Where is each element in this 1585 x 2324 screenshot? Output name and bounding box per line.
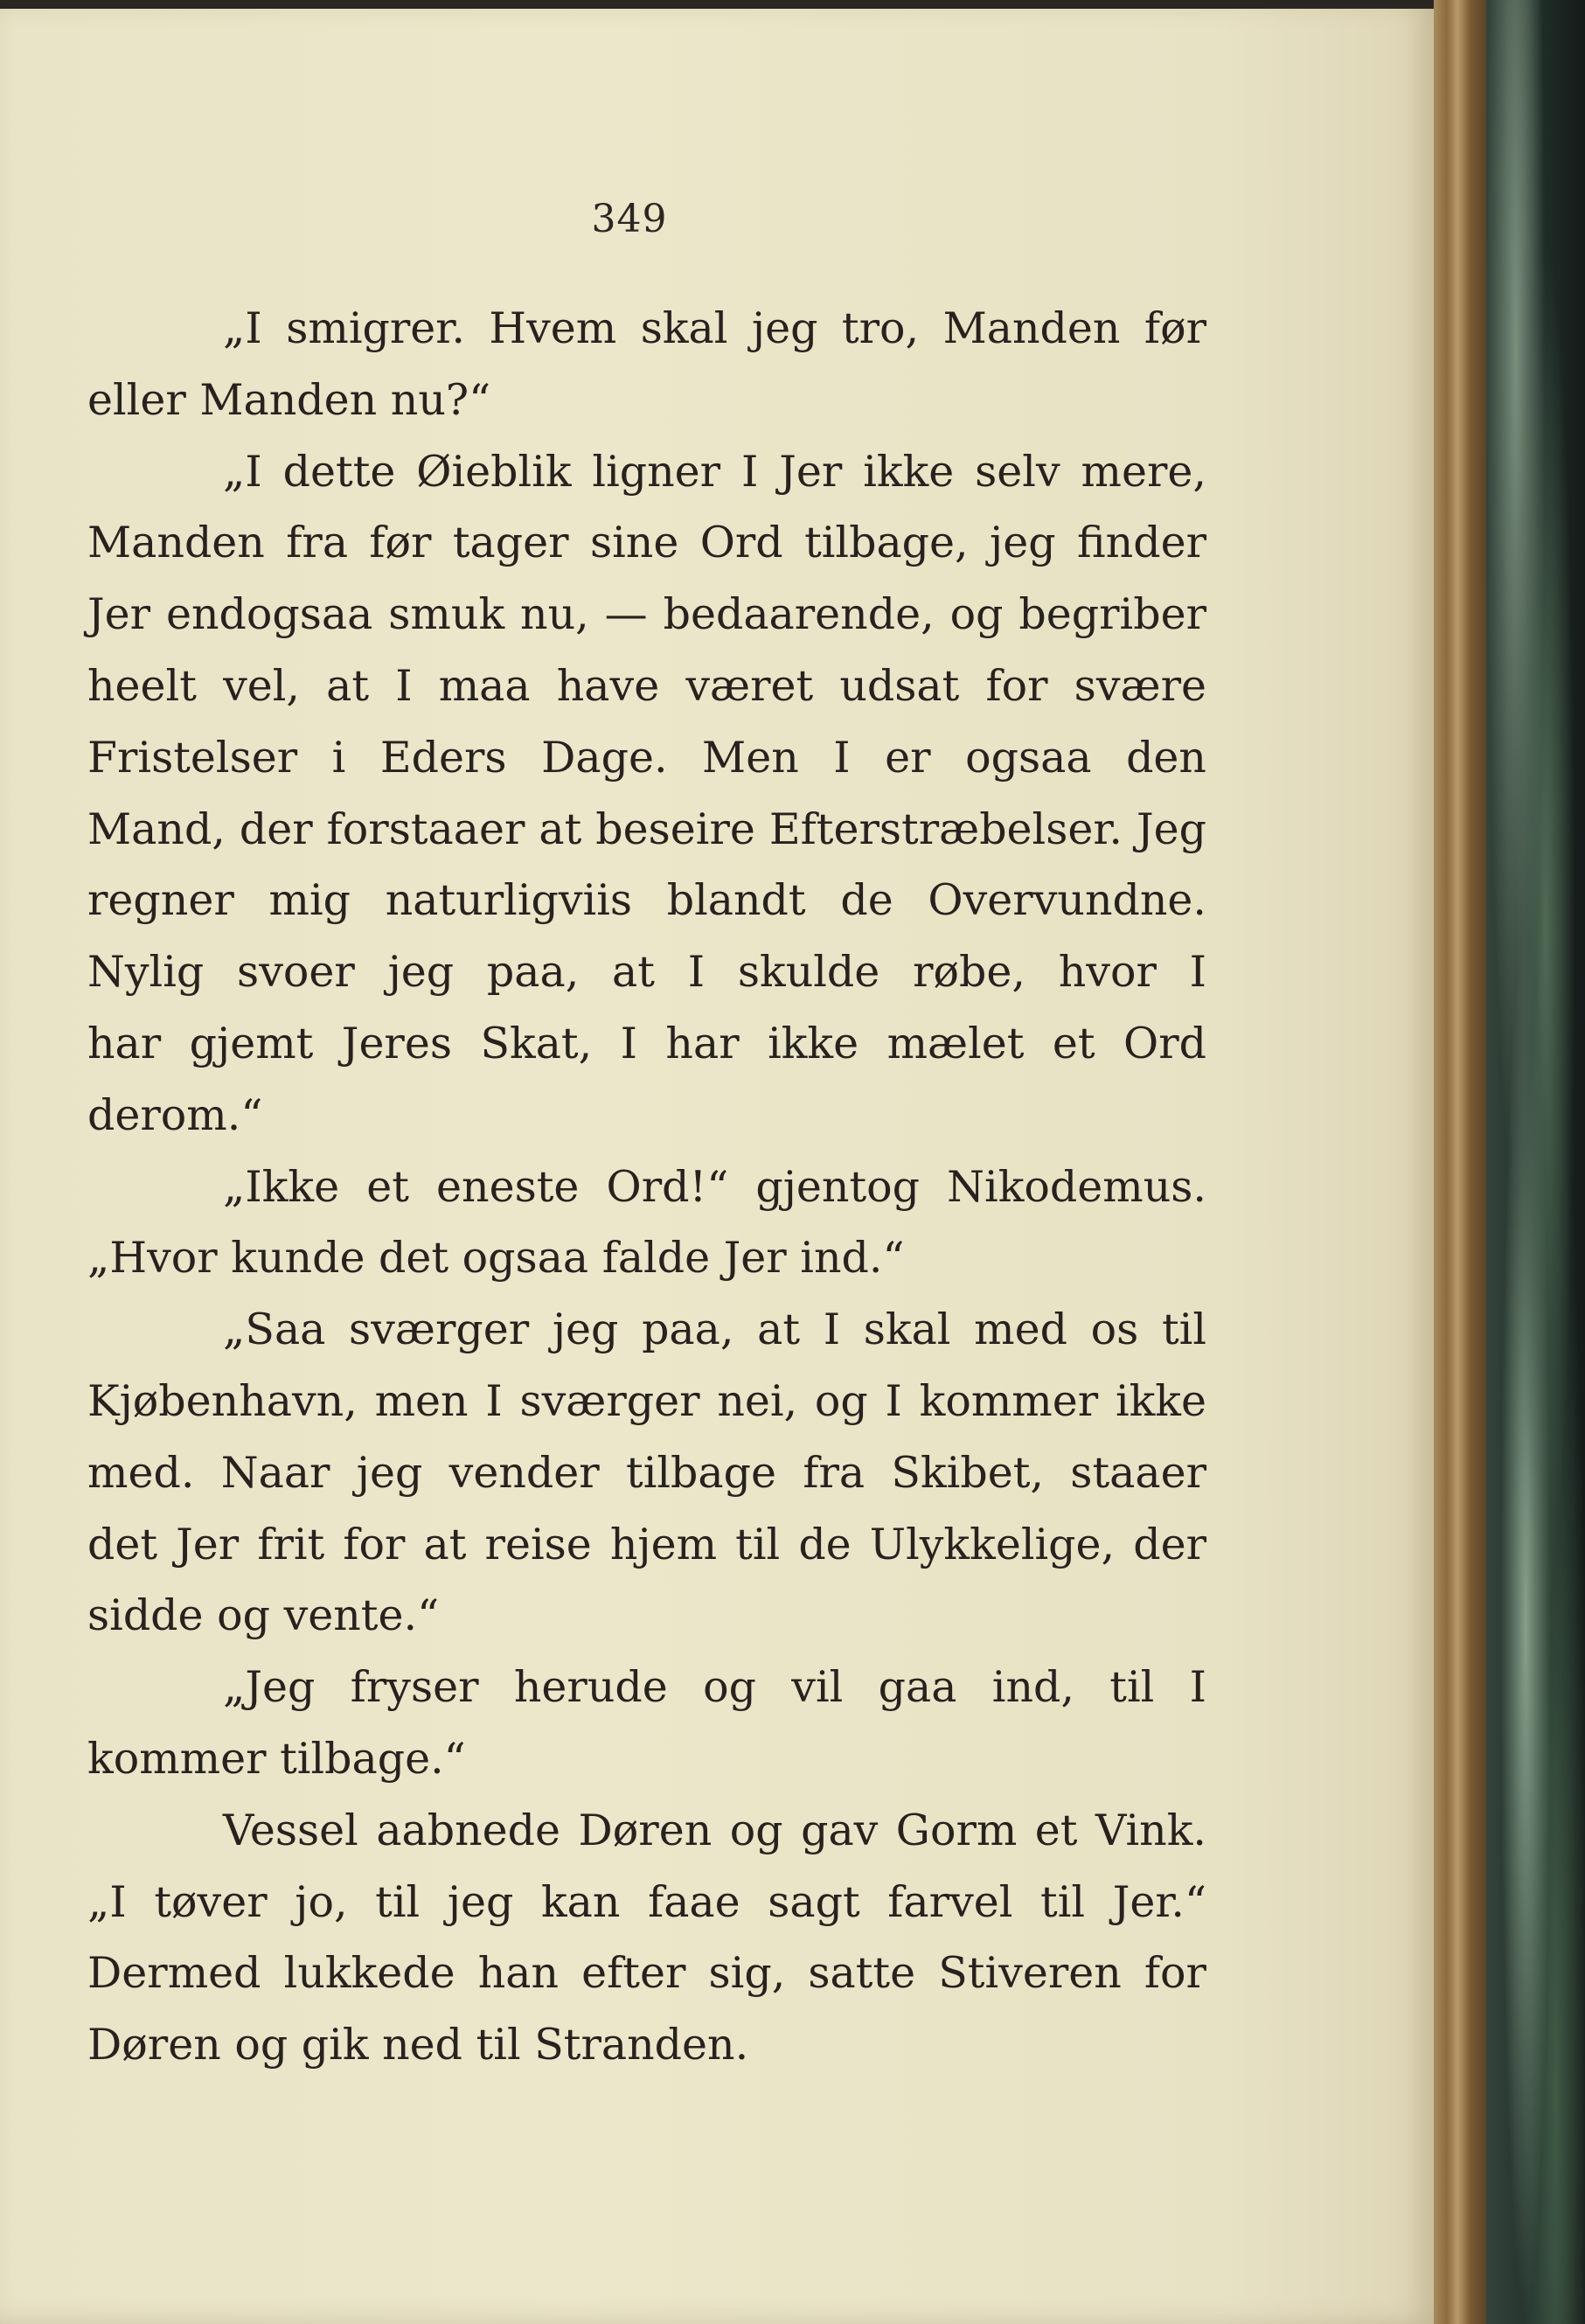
text-line: „Ikke et eneste Ord!“ gjentog Nikodemus.	[223, 1161, 1206, 1212]
text-line: Døren og gik ned til Stranden.	[87, 2020, 749, 2070]
page-edge-gilt	[1434, 0, 1486, 2324]
text-line: Manden fra før tager sine Ord tilbage, jeg finder	[87, 518, 1206, 568]
text-line: Vessel aabnede Døren og gav Gorm et Vink.	[223, 1805, 1206, 1855]
text-line: Fristelser i Eders Dage. Men I er ogsaa den	[87, 732, 1206, 783]
page-top-shadow	[0, 0, 1434, 9]
text-line: „I smigrer. Hvem skal jeg tro, Manden før	[223, 303, 1206, 353]
book-cover-marbled	[1486, 0, 1585, 2324]
text-line: regner mig naturligviis blandt de Overvundne.	[87, 875, 1206, 926]
text-line: det Jer frit for at reise hjem til de Ulykkelige, der	[87, 1519, 1206, 1569]
text-line: eller Manden nu?“	[87, 374, 491, 425]
text-line: derom.“	[87, 1089, 263, 1140]
text-line: kommer tilbage.“	[87, 1733, 466, 1784]
body-text	[87, 293, 1206, 2081]
text-line: Dermed lukkede han efter sig, satte Stiveren for	[87, 1948, 1206, 1999]
text-line: Jer endogsaa smuk nu, — bedaarende, og begriber	[87, 589, 1206, 640]
text-line: heelt vel, at I maa have været udsat for svære	[87, 660, 1206, 711]
text-line: Mand, der forstaaer at beseire Efterstræbelser. Jeg	[87, 804, 1206, 854]
text-line: „I dette Øieblik ligner I Jer ikke selv mere,	[223, 446, 1206, 497]
text-line: „Jeg fryser herude og vil gaa ind, til I	[223, 1662, 1206, 1713]
text-line: „Saa sværger jeg paa, at I skal med os til	[223, 1305, 1206, 1355]
text-line: har gjemt Jeres Skat, I har ikke mælet et Ord	[87, 1018, 1206, 1068]
text-line: „I tøver jo, til jeg kan faae sagt farvel til Jer.“	[87, 1876, 1206, 1927]
text-line: Kjøbenhavn, men I sværger nei, og I kommer ikke	[87, 1375, 1206, 1426]
text-line: Nylig svoer jeg paa, at I skulde røbe, hvor I	[87, 947, 1206, 998]
text-line: sidde og vente.“	[87, 1590, 440, 1641]
page-number: 349	[591, 197, 668, 241]
text-line: med. Naar jeg vender tilbage fra Skibet, staaer	[87, 1447, 1206, 1498]
text-line: „Hvor kunde det ogsaa falde Jer ind.“	[87, 1233, 905, 1284]
